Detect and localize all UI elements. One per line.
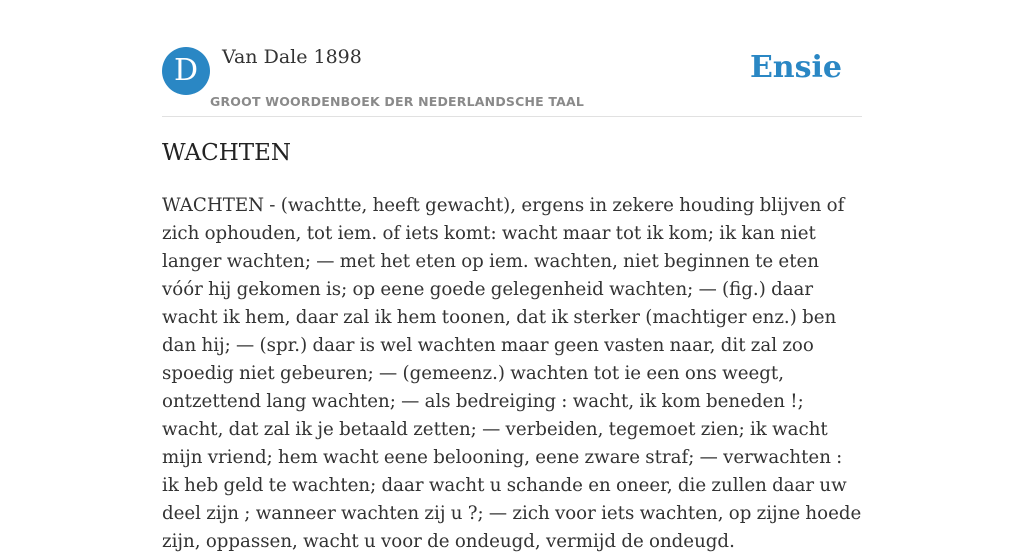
entry-definition: WACHTEN - (wachtte, heeft gewacht), ergens in zekere houding blijven of zich ophouden, tot iem. of iets komt: wacht maar tot ik kom; ik kan niet langer wachten; — met het eten op iem. wachten, niet beginnen te eten vóór hij gekomen is; op eene goede gelegenheid wachten; — (fig.) daar wacht ik hem, daar zal ik hem toonen, dat ik sterker (machtiger enz.) ben dan hij; — (spr.) daar is wel wachten maar geen vasten naar, dit zal zoo spoedig niet gebeuren; — (gemeenz.) wachten tot ie een ons weegt, ontzettend lang wachten; — als bedreiging : wacht, ik kom beneden !; wacht, dat zal ik je betaald zetten; — verbeiden, tegemoet zien; ik wacht mijn vriend; hem wacht eene belooning, eene zware straf; — verwachten : ik heb geld te wachten; daar wacht u schande en oneer, die zullen daar uw deel zijn ; wanneer wachten zij u ?; — zich voor iets wachten, op zijne hoede zijn, oppassen, wacht u voor de ondeugd, vermijd de ondeugd.	[162, 195, 862, 552]
ensie-logo[interactable]: Ensie	[749, 50, 842, 85]
entry-headword: WACHTEN	[162, 140, 292, 166]
dictionary-avatar[interactable]: D	[162, 47, 210, 95]
dictionary-title-link[interactable]: Van Dale 1898	[222, 46, 362, 68]
dictionary-header	[162, 44, 862, 117]
dictionary-subtitle: GROOT WOORDENBOEK DER NEDERLANDSCHE TAAL	[210, 94, 585, 109]
